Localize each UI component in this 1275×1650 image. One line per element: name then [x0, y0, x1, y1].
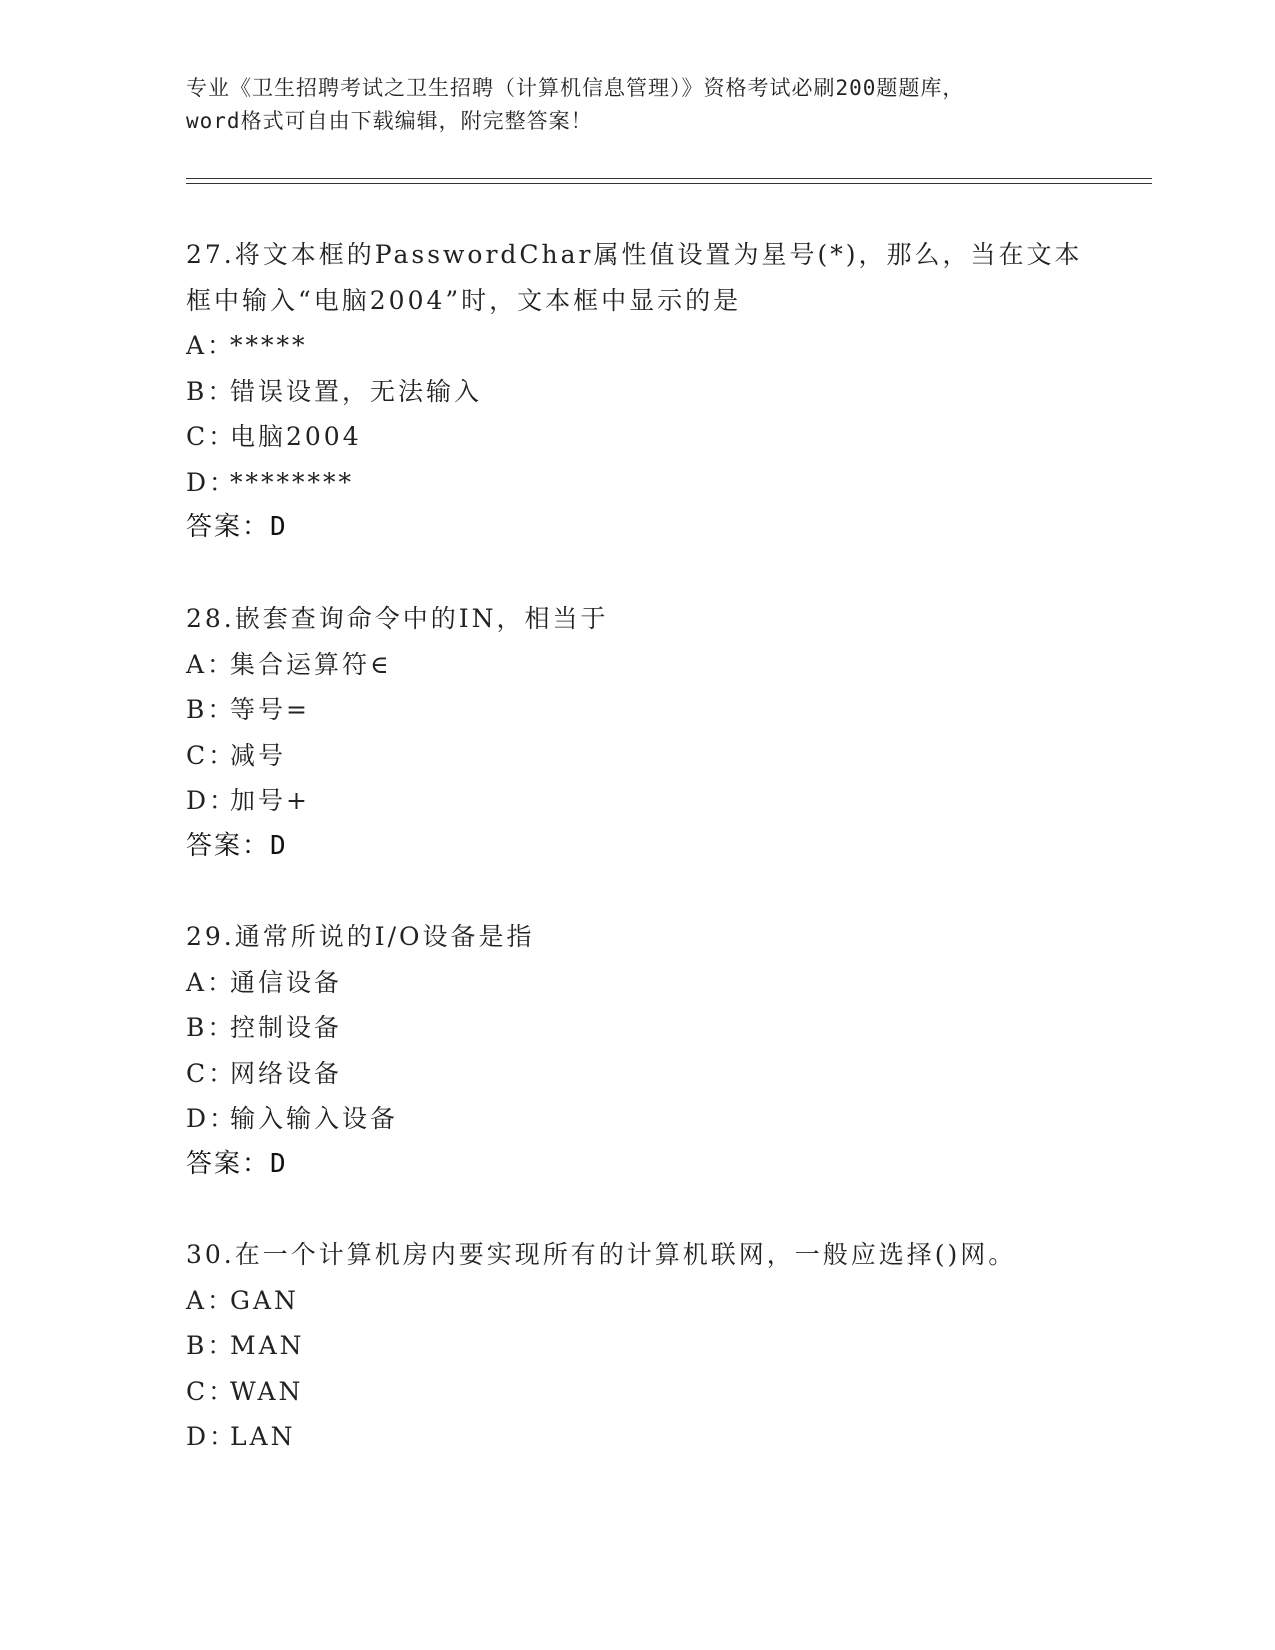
- option-letter: A：: [186, 331, 236, 360]
- question-stem: 框中输入“电脑2004”时，文本框中显示的是: [186, 285, 742, 315]
- document-header: [186, 72, 1086, 138]
- answer-label: 答案：: [186, 1148, 271, 1179]
- option-b: [186, 687, 1086, 733]
- option-c: [186, 414, 1086, 460]
- option-letter: B：: [186, 695, 236, 724]
- answer-line: [186, 1142, 1086, 1188]
- answer-label: 答案：: [186, 830, 271, 861]
- option-b: [186, 1323, 1086, 1369]
- option-letter: B：: [186, 1013, 236, 1042]
- option-text: LAN: [230, 1422, 296, 1451]
- option-text: MAN: [230, 1331, 305, 1360]
- answer-line: [186, 505, 1086, 551]
- option-letter: C：: [186, 740, 237, 770]
- option-d: [186, 1414, 1086, 1460]
- question-27: [186, 232, 1086, 551]
- option-c: [186, 1051, 1086, 1097]
- option-letter: D：: [186, 1104, 238, 1133]
- question-stem: 30.在一个计算机房内要实现所有的计算机联网，一般应选择()网。: [186, 1240, 1017, 1269]
- answer-value: D: [270, 1148, 288, 1179]
- option-text: *****: [230, 331, 308, 360]
- question-stem: 27.将文本框的PasswordChar属性值设置为星号(*)，那么，当在文本: [186, 240, 1083, 269]
- question-28: [186, 596, 1086, 869]
- option-c: [186, 733, 1086, 779]
- option-text: GAN: [230, 1285, 299, 1315]
- header-line-1: 专业《卫生招聘考试之卫生招聘（计算机信息管理）》资格考试必刷200题题库，: [186, 76, 965, 100]
- option-letter: D：: [186, 1422, 238, 1451]
- option-text: 等号=: [230, 695, 310, 724]
- option-a: [186, 642, 1086, 688]
- option-c: [186, 1369, 1086, 1415]
- option-text: 输入输入设备: [230, 1104, 399, 1133]
- question-stem: 28.嵌套查询命令中的IN，相当于: [186, 604, 609, 633]
- answer-value: D: [270, 512, 288, 542]
- option-text: 电脑2004: [230, 422, 362, 451]
- option-a: [186, 960, 1086, 1006]
- option-text: 通信设备: [230, 967, 343, 997]
- option-letter: B：: [186, 376, 236, 406]
- answer-value: D: [270, 830, 288, 861]
- option-text: 集合运算符∈: [230, 649, 392, 679]
- option-text: ********: [230, 467, 354, 497]
- option-letter: A：: [186, 1285, 236, 1315]
- question-30: [186, 1232, 1086, 1460]
- option-text: 网络设备: [230, 1058, 343, 1088]
- header-line-2: word格式可自由下载编辑，附完整答案！: [186, 109, 593, 133]
- option-letter: C：: [186, 1058, 237, 1088]
- question-stem: 29.通常所说的I/O设备是指: [186, 922, 535, 951]
- option-text: 减号: [230, 740, 287, 770]
- option-letter: C：: [186, 1376, 237, 1406]
- option-text: 控制设备: [230, 1013, 343, 1042]
- option-text: WAN: [230, 1376, 304, 1406]
- option-text: 加号+: [230, 786, 310, 815]
- header-divider-bottom: [186, 183, 1152, 184]
- option-d: [186, 1096, 1086, 1142]
- option-letter: A：: [186, 967, 236, 997]
- answer-line: [186, 824, 1086, 870]
- question-29: [186, 914, 1086, 1187]
- option-letter: D：: [186, 467, 238, 497]
- option-letter: A：: [186, 649, 236, 679]
- option-letter: B：: [186, 1331, 236, 1360]
- option-a: [186, 323, 1086, 369]
- option-b: [186, 1005, 1086, 1051]
- option-d: [186, 460, 1086, 506]
- answer-label: 答案：: [186, 512, 271, 542]
- header-divider-top: [186, 178, 1152, 179]
- option-d: [186, 778, 1086, 824]
- option-text: 错误设置，无法输入: [230, 376, 483, 406]
- option-b: [186, 369, 1086, 415]
- option-a: [186, 1278, 1086, 1324]
- option-letter: C：: [186, 422, 237, 451]
- option-letter: D：: [186, 786, 238, 815]
